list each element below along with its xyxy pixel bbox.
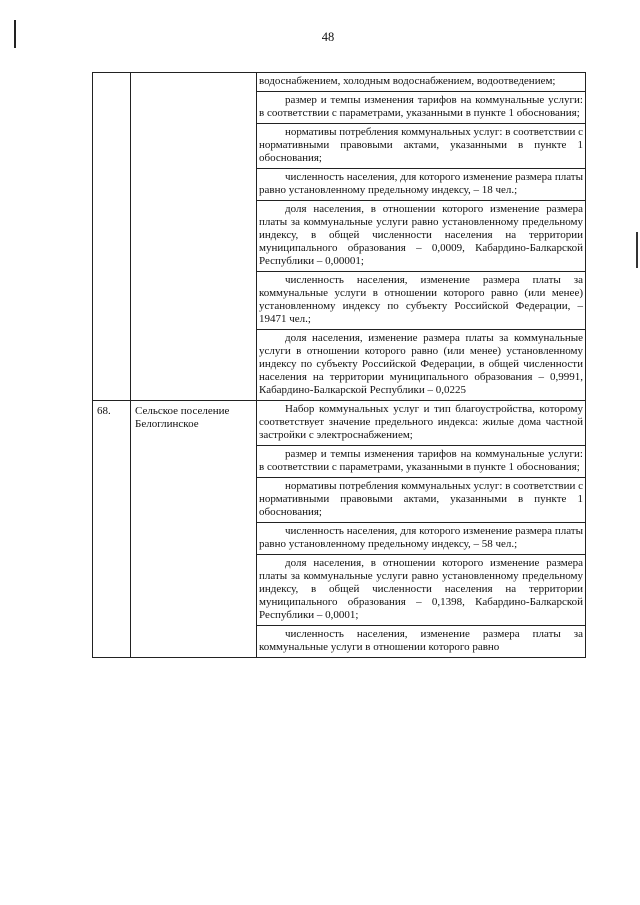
page-number: 48 bbox=[321, 30, 335, 44]
parameters-cell bbox=[257, 73, 586, 401]
parameter-paragraph: нормативы потребления коммунальных услуг: в соответствии с нормативными правовыми актами, указанными в пункте 1 обоснования; bbox=[257, 478, 585, 523]
scan-edge-mark-right bbox=[636, 232, 638, 268]
parameter-paragraph: доля населения, в отношении которого изменение размера платы за коммунальные услуги равно установленному предельному индексу, в общей численности населения на территории муниципального образования – 0,0009, Кабардино-Балкарской Республики – 0,00001; bbox=[257, 201, 585, 272]
parameter-paragraph: численность населения, изменение размера платы за коммунальные услуги в отношении которого равно (или менее) установленному индексу по субъекту Российской Федерации, – 19471 чел.; bbox=[257, 272, 585, 330]
parameter-paragraph: численность населения, изменение размера платы за коммунальные услуги в отношении которого равно bbox=[259, 628, 583, 653]
parameter-paragraph: доля населения, в отношении которого изменение размера платы за коммунальные услуги равно установленному предельному индексу, в общей численности населения на территории муниципального образования – 0,1398, Кабардино-Балкарской Республики – 0,0001; bbox=[257, 555, 585, 626]
row-number-cell bbox=[93, 73, 131, 401]
parameter-paragraph: нормативы потребления коммунальных услуг: в соответствии с нормативными правовыми актами, указанными в пункте 1 обоснования; bbox=[257, 124, 585, 169]
parameters-cell bbox=[257, 401, 586, 658]
municipality-name-cell bbox=[131, 73, 257, 401]
table-row bbox=[93, 73, 586, 401]
municipality-name-cell: Сельское поселение Белоглинское bbox=[131, 401, 257, 658]
table-row bbox=[93, 401, 586, 658]
parameter-paragraph: доля населения, изменение размера платы за коммунальные услуги в отношении которого равно (или менее) установленному индексу по субъекту Российской Федерации, в общей численности населения на территории муниципального образования – 0,9991, Кабардино-Балкарской Республики – 0,0225 bbox=[259, 332, 583, 396]
parameter-paragraph: размер и темпы изменения тарифов на коммунальные услуги: в соответствии с параметрами, указанными в пункте 1 обоснования; bbox=[257, 92, 585, 124]
parameter-paragraph: численность населения, для которого изменение размера платы равно установленному предельному индексу, – 18 чел.; bbox=[257, 169, 585, 201]
parameter-paragraph: численность населения, для которого изменение размера платы равно установленному предельному индексу, – 58 чел.; bbox=[257, 523, 585, 555]
document-table bbox=[92, 72, 586, 658]
row-number-cell: 68. bbox=[93, 401, 131, 658]
parameter-paragraph: размер и темпы изменения тарифов на коммунальные услуги: в соответствии с параметрами, указанными в пункте 1 обоснования; bbox=[257, 446, 585, 478]
parameter-paragraph: водоснабжением, холодным водоснабжением, водоотведением; bbox=[257, 73, 585, 92]
parameter-paragraph: Набор коммунальных услуг и тип благоустройства, которому соответствует значение предельного индекса: жилые дома частной застройки с электроснабжением; bbox=[257, 401, 585, 446]
